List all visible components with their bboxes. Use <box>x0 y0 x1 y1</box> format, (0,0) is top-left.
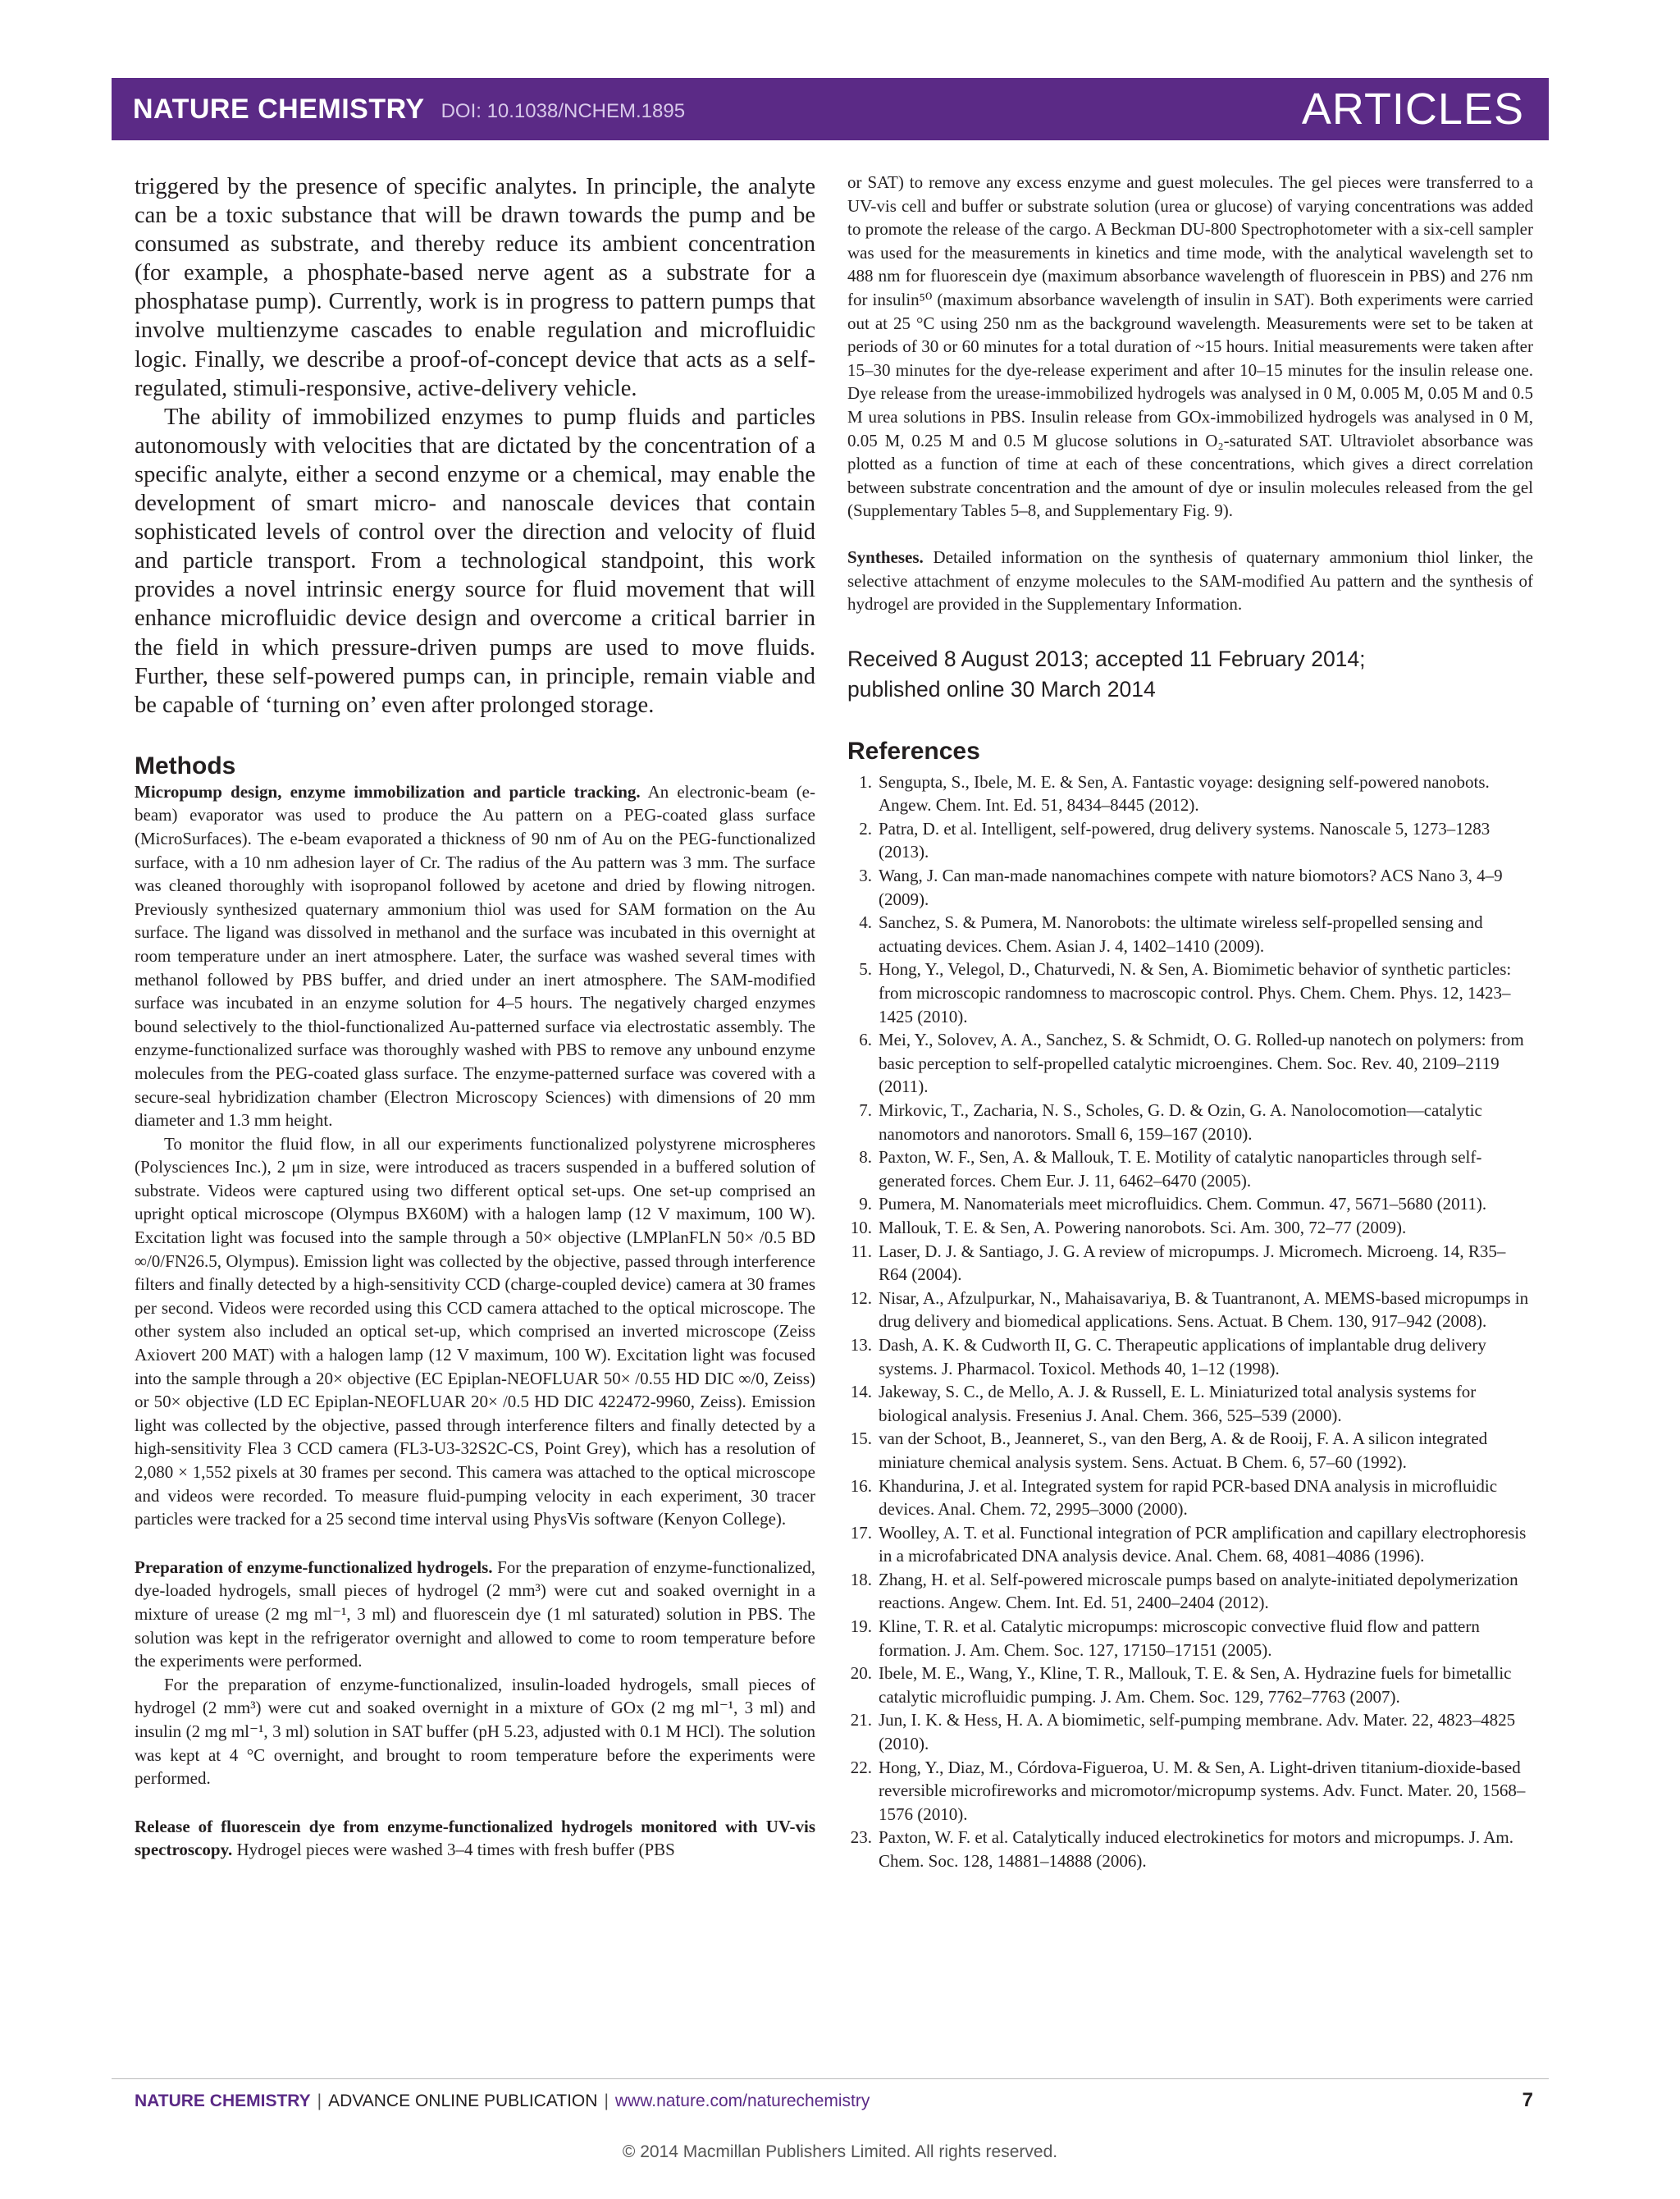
reference-text: Ibele, M. E., Wang, Y., Kline, T. R., Mallouk, T. E. & Sen, A. Hydrazine fuels for bimetallic catalytic microfluidic pumping. J. Am. Chem. Soc. 129, 7762–7763 (2007). <box>879 1663 1512 1707</box>
reference-item <box>847 1099 1533 1145</box>
reference-number: 23. <box>850 1827 872 1848</box>
paragraph-text: For the preparation of enzyme-functionalized, dye-loaded hydrogels, small pieces of hydrogel (2 mm³) were cut and soaked overnight in a mixture of urease (2 mg ml⁻¹, 3 ml) and fluorescein dye (1 ml saturated) solution in PBS. The solution was kept in the refrigerator overnight and allowed to come to room temperature before the experiments were performed. <box>135 1557 816 1671</box>
run-in-heading: Preparation of enzyme-functionalized hydrogels. <box>135 1557 493 1577</box>
run-in-heading: Syntheses. <box>847 546 924 567</box>
references-heading: References <box>847 737 980 765</box>
reference-item <box>847 1615 1533 1662</box>
published-date: published online 30 March 2014 <box>847 676 1156 702</box>
paragraph-text: An electronic-beam (e-beam) evaporator was used to produce the Au pattern on a PEG-coated glass surface (MicroSurfaces). The e-beam evaporated a thickness of 90 nm of Au on the PEG-functionalized surface, with a 10 nm adhesion layer of Cr. The radius of the Au pattern was 3 mm. The surface was cleaned thoroughly with isopropanol followed by acetone and dried by flowing nitrogen. Previously synthesized quaternary ammonium thiol was used for SAM formation on the Au surface. The ligand was dissolved in methanol and the surface was incubated in this overnight at room temperature under an inert atmosphere. Later, the surface was washed several times with methanol followed by PBS buffer, and dried under an inert atmosphere. The SAM-modified surface was incubated in an enzyme solution for 4–5 hours. The negatively charged enzymes bound selectively to the thiol-functionalized Au-patterned surface via electrostatic assembly. The enzyme-functionalized surface was thoroughly washed with PBS to remove any unbound enzyme molecules from the PEG-coated glass surface. The enzyme-patterned surface was covered with a secure-seal hybridization chamber (Electron Microscopy Sciences) with dimensions of 20 mm diameter and 1.3 mm height. <box>135 781 815 1131</box>
reference-number: 18. <box>850 1569 872 1589</box>
page-footer <box>135 2089 1533 2112</box>
footer-divider <box>112 2078 1549 2079</box>
reference-number: 7. <box>859 1100 872 1120</box>
reference-item <box>847 1145 1533 1192</box>
right-column <box>847 171 1533 1873</box>
reference-text: Mirkovic, T., Zacharia, N. S., Scholes, G. D. & Ozin, G. A. Nanolocomotion—catalytic nanomotors and nanorotors. Small 6, 159–167 (2010). <box>879 1100 1482 1144</box>
methods-paragraph <box>135 1815 815 1862</box>
reference-number: 9. <box>859 1194 872 1214</box>
reference-text: Kline, T. R. et al. Catalytic micropumps: microscopic convective fluid flow and pattern formation. J. Am. Chem. Soc. 127, 17150–17151 (2005). <box>879 1616 1480 1660</box>
section-label: ARTICLES <box>1301 85 1524 134</box>
footer-publication: ADVANCE ONLINE PUBLICATION <box>328 2092 598 2110</box>
methods-heading: Methods <box>135 752 236 779</box>
reference-number: 14. <box>850 1382 872 1402</box>
reference-item <box>847 1427 1533 1474</box>
reference-text: Patra, D. et al. Intelligent, self-powered, drug delivery systems. Nanoscale 5, 1273–1283 (2013). <box>879 818 1491 862</box>
run-in-heading: Micropump design, enzyme immobilization and particle tracking. <box>135 781 641 802</box>
reference-number: 8. <box>859 1147 872 1168</box>
reference-text: Paxton, W. F. et al. Catalytically induced electrokinetics for motors and micropumps. J. Am. Chem. Soc. 128, 14881–14888 (2006). <box>879 1827 1514 1871</box>
reference-item <box>847 1333 1533 1380</box>
reference-number: 1. <box>859 771 872 792</box>
article-doi: DOI: 10.1038/NCHEM.1895 <box>441 100 686 122</box>
paragraph-text: Hydrogel pieces were washed 3–4 times with fresh buffer (PBS <box>232 1840 675 1860</box>
methods-paragraph: For the preparation of enzyme-functionalized, insulin-loaded hydrogels, small pieces of hydrogel (2 mm³) were cut and soaked overnight in a mixture of GOx (2 mg ml⁻¹, 3 ml) and insulin (2 mg ml⁻¹, 3 ml) solution in SAT buffer (pH 5.23, adjusted with 0.1 M HCl). The solution was kept at 4 °C overnight, and brought to room temperature before the experiments were performed. <box>135 1674 815 1789</box>
reference-number: 22. <box>850 1757 872 1777</box>
left-column <box>135 172 815 1862</box>
reference-item <box>847 864 1533 911</box>
reference-item <box>847 1287 1533 1333</box>
reference-item <box>847 770 1533 817</box>
reference-text: Jakeway, S. C., de Mello, A. J. & Russell, E. L. Miniaturized total analysis systems for biological analysis. Fresenius J. Anal. Chem. 366, 525–539 (2000). <box>879 1382 1477 1425</box>
reference-text: Sengupta, S., Ibele, M. E. & Sen, A. Fantastic voyage: designing self-powered nanobots. Angew. Chem. Int. Ed. 51, 8434–8445 (2012). <box>879 771 1490 816</box>
received-date: Received 8 August 2013; accepted 11 February 2014; <box>847 646 1366 671</box>
reference-text: Woolley, A. T. et al. Functional integration of PCR amplification and capillary electrophoresis in a microfabricated DNA analysis device. Anal. Chem. 68, 4081–4086 (1996). <box>879 1522 1527 1566</box>
reference-text: Mallouk, T. E. & Sen, A. Powering nanorobots. Sci. Am. 300, 72–77 (2009). <box>879 1217 1407 1237</box>
reference-text: Mei, Y., Solovev, A. A., Sanchez, S. & Schmidt, O. G. Rolled-up nanotech on polymers: from basic perception to self-propelled catalytic microengines. Chem. Soc. Rev. 40, 2109–2119 (2011). <box>879 1030 1524 1097</box>
reference-number: 12. <box>850 1287 872 1308</box>
reference-number: 20. <box>850 1663 872 1684</box>
reference-item <box>847 1568 1533 1615</box>
reference-item <box>847 1028 1533 1099</box>
methods-paragraph <box>135 780 815 1132</box>
reference-number: 19. <box>850 1616 872 1637</box>
reference-number: 2. <box>859 818 872 839</box>
reference-text: van der Schoot, B., Jeanneret, S., van den Berg, A. & de Rooij, F. A. A silicon integrated miniature chemical analysis system. Sens. Actuat. B Chem. 6, 57–60 (1992). <box>879 1429 1488 1472</box>
reference-text: Wang, J. Can man-made nanomachines compete with nature biomotors? ACS Nano 3, 4–9 (2009). <box>879 866 1503 909</box>
reference-text: Hong, Y., Diaz, M., Córdova-Figueroa, U. M. & Sen, A. Light-driven titanium-dioxide-based reversible microfireworks and micromotor/micropump systems. Adv. Funct. Mater. 20, 1568–1576 (2010). <box>879 1757 1526 1824</box>
copyright-notice: © 2014 Macmillan Publishers Limited. All rights reserved. <box>622 2142 1058 2161</box>
reference-list <box>847 770 1533 1873</box>
journal-name: NATURE CHEMISTRY <box>133 93 425 125</box>
reference-item <box>847 1708 1533 1755</box>
reference-item <box>847 1216 1533 1240</box>
reference-item <box>847 958 1533 1028</box>
footer-separator: | <box>317 2092 322 2110</box>
reference-item <box>847 1192 1533 1216</box>
footer-journal: NATURE CHEMISTRY <box>135 2092 311 2110</box>
reference-number: 17. <box>850 1522 872 1543</box>
methods-paragraph: or SAT) to remove any excess enzyme and guest molecules. The gel pieces were transferred to a UV-vis cell and buffer or substrate solution (urea or glucose) of varying concentrations was added to promote the release of the cargo. A Beckman DU-800 Spectrophotometer with a six-cell sampler was used for the measurements in kinetics and time mode, with the analytical wavelength set to 488 nm for fluorescein dye (maximum absorbance wavelength of fluorescein in PBS) and 276 nm for insulin⁵⁰ (maximum absorbance wavelength of insulin in SAT). Both experiments were carried out at 25 °C using 250 nm as the background wavelength. Measurements were set to be taken at periods of 30 or 60 minutes for a total duration of ~15 hours. Initial measurements were taken after 15–30 minutes for the dye-release experiment and after 10–15 minutes for the insulin release one. Dye release from the urease-immobilized hydrogels was analysed in 0 M, 0.005 M, 0.05 M and 0.5 M urea solutions in PBS. Insulin release from GOx-immobilized hydrogels was analysed in 0 M, 0.05 M, 0.25 M and 0.5 M glucose solutions in O₂-saturated SAT. Ultraviolet absorbance was plotted as a function of time at each of these concentrations, which gives a direct correlation between substrate concentration and the amount of dye or insulin molecules released from the gel (Supplementary Tables 5–8, and Supplementary Fig. 9). <box>847 172 1533 521</box>
reference-item <box>847 1826 1533 1872</box>
reference-item <box>847 1521 1533 1568</box>
reference-text: Jun, I. K. & Hess, H. A. A biomimetic, self-pumping membrane. Adv. Mater. 22, 4823–4825 (2010). <box>879 1710 1516 1754</box>
body-paragraph: The ability of immobilized enzymes to pump fluids and particles autonomously with velocities that are dictated by the concentration of a specific analyte, either a second enzyme or a chemical, may enable the development of smart micro- and nanoscale devices that contain sophisticated levels of control over the direction and velocity of fluid and particle transport. From a technological standpoint, this work provides a novel intrinsic energy source for fluid movement that will enhance microfluidic device design and overcome a critical barrier in the field in which pressure-driven pumps are used to move fluids. Further, these self-powered pumps can, in principle, remain viable and be capable of ‘turning on’ even after prolonged storage. <box>135 404 815 718</box>
reference-text: Hong, Y., Velegol, D., Chaturvedi, N. & Sen, A. Biomimetic behavior of synthetic particles: from microscopic randomness to macroscopic control. Phys. Chem. Chem. Phys. 12, 1423–1425 (2010). <box>879 959 1512 1026</box>
methods-paragraph <box>847 546 1533 616</box>
reference-text: Laser, D. J. & Santiago, J. G. A review of micropumps. J. Micromech. Microeng. 14, R35–R64 (2004). <box>879 1241 1506 1285</box>
reference-number: 11. <box>851 1241 872 1261</box>
reference-item <box>847 911 1533 958</box>
page-number: 7 <box>1522 2089 1533 2111</box>
reference-number: 6. <box>859 1030 872 1050</box>
reference-text: Dash, A. K. & Cudworth II, G. C. Therapeutic applications of implantable drug delivery systems. J. Pharmacol. Toxicol. Methods 40, 1–12 (1998). <box>879 1334 1486 1378</box>
reference-number: 15. <box>850 1429 872 1449</box>
reference-number: 13. <box>850 1334 872 1355</box>
reference-text: Sanchez, S. & Pumera, M. Nanorobots: the ultimate wireless self-propelled sensing and actuating devices. Chem. Asian J. 4, 1402–1410 (2009). <box>879 912 1483 956</box>
reference-number: 21. <box>850 1710 872 1730</box>
reference-item <box>847 1474 1533 1521</box>
reference-number: 16. <box>850 1475 872 1496</box>
reference-text: Zhang, H. et al. Self-powered microscale pumps based on analyte-initiated depolymerization reactions. Angew. Chem. Int. Ed. 51, 2400–2404 (2012). <box>879 1569 1518 1613</box>
reference-item <box>847 1240 1533 1287</box>
reference-number: 5. <box>859 959 872 980</box>
reference-item <box>847 1756 1533 1826</box>
footer-url-link[interactable]: www.nature.com/naturechemistry <box>614 2092 870 2110</box>
methods-paragraph <box>135 1556 815 1673</box>
reference-text: Khandurina, J. et al. Integrated system for rapid PCR-based DNA analysis in microfluidic devices. Anal. Chem. 72, 2995–3000 (2000). <box>879 1475 1498 1520</box>
reference-text: Pumera, M. Nanomaterials meet microfluidics. Chem. Commun. 47, 5671–5680 (2011). <box>879 1194 1487 1214</box>
reference-text: Nisar, A., Afzulpurkar, N., Mahaisavariya, B. & Tuantranont, A. MEMS-based micropumps in drug delivery and biomedical applications. Sens. Actuat. B Chem. 130, 917–942 (2008). <box>879 1287 1529 1332</box>
run-in-heading: Release of fluorescein dye from enzyme-functionalized hydrogels monitored with UV-vis spectroscopy. <box>135 1816 815 1860</box>
journal-header-banner <box>112 78 1549 140</box>
reference-number: 3. <box>859 866 872 886</box>
body-paragraph: triggered by the presence of specific analytes. In principle, the analyte can be a toxic substance that will be drawn towards the pump and be consumed as substrate, and thereby reduce its ambient concentration (for example, a phosphate-based nerve agent as a substrate for a phosphatase pump). Currently, work is in progress to pattern pumps that involve multienzyme cascades to enable regulation and microfluidic logic. Finally, we describe a proof-of-concept device that acts as a self-regulated, stimuli-responsive, active-delivery vehicle. <box>135 174 815 401</box>
footer-separator: | <box>604 2092 609 2110</box>
paragraph-text: Detailed information on the synthesis of quaternary ammonium thiol linker, the selective attachment of enzyme molecules to the SAM-modified Au pattern and the synthesis of hydrogel are provided in the Supplementary Information. <box>847 546 1533 615</box>
methods-paragraph: To monitor the fluid flow, in all our experiments functionalized polystyrene microspheres (Polysciences Inc.), 2 μm in size, were introduced as tracers suspended in a buffered solution of substrate. Videos were captured using two different optical set-ups. One set-up comprised an upright optical microscope (Olympus BX60M) with a halogen lamp (12 V maximum, 100 W). Excitation light was focused into the sample through a 50× objective (LMPlanFLN 50× /0.5 BD ∞/0/FN26.5, Olympus). Emission light was collected by the objective, passed through interference filters and finally detected by a high-sensitivity CCD (charge-coupled device) camera at 30 frames per second. Videos were recorded using this CCD camera attached to the optical microscope. The other system also included an optical set-up, which comprised an inverted microscope (Zeiss Axiovert 200 MAT) with a halogen lamp (12 V maximum, 100 W). Excitation light was focused into the sample through a 20× objective (EC Epiplan-NEOFLUAR 50× /0.55 HD DIC ∞/0, Zeiss) or 50× objective (LD EC Epiplan-NEOFLUAR 20× /0.5 HD DIC 422472-9960, Zeiss). Emission light was collected by the objective, passed through interference filters and finally detected by a high-sensitivity Flea 3 CCD camera (FL3-U3-32S2C-CS, Point Grey), which has a resolution of 2,080 × 1,552 pixels at 30 frames per second. This camera was attached to the optical microscope and videos were recorded. To measure fluid-pumping velocity in each experiment, 30 tracer particles were tracked for a 25 second time interval using PhysVis software (Kenyon College). <box>135 1133 815 1529</box>
reference-number: 10. <box>850 1217 872 1237</box>
reference-item <box>847 1662 1533 1708</box>
reference-item <box>847 817 1533 864</box>
reference-item <box>847 1380 1533 1427</box>
reference-number: 4. <box>859 912 872 933</box>
reference-text: Paxton, W. F., Sen, A. & Mallouk, T. E. Motility of catalytic nanoparticles through self-generated forces. Chem Eur. J. 11, 6462–6470 (2005). <box>879 1147 1482 1191</box>
